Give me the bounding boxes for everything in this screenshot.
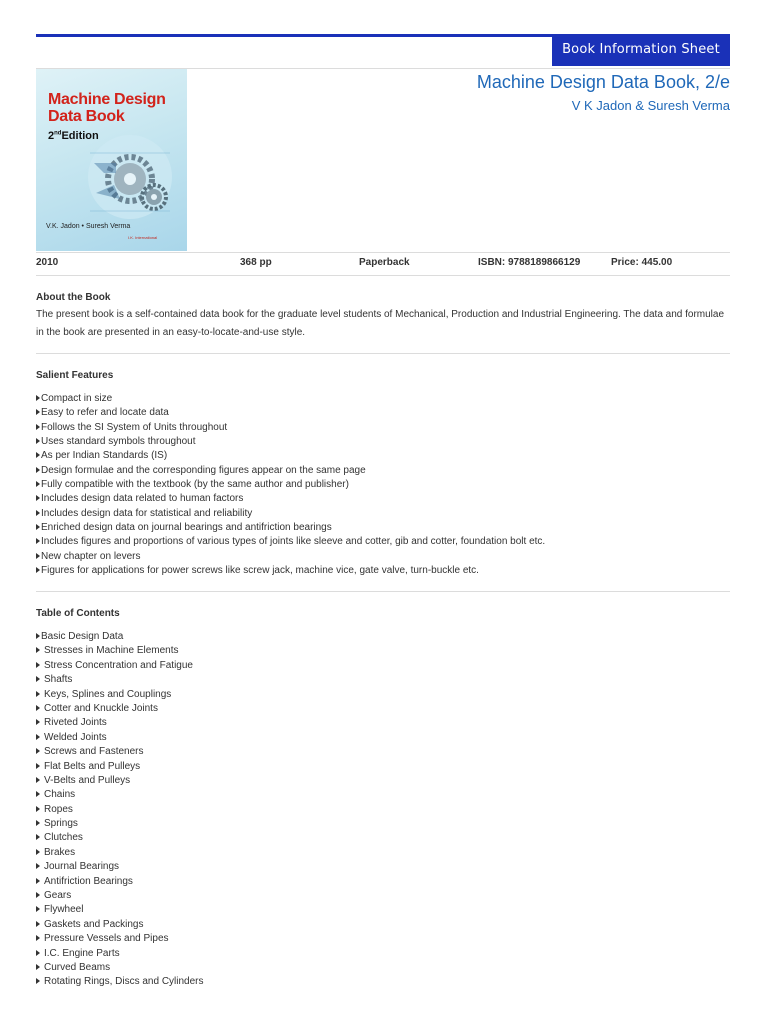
arrow-icon <box>36 734 40 740</box>
list-item: Journal Bearings <box>36 860 204 874</box>
list-item: Antifriction Bearings <box>36 875 204 889</box>
list-item: Springs <box>36 817 204 831</box>
arrow-icon <box>36 538 40 544</box>
arrow-icon <box>36 567 40 573</box>
list-item: Figures for applications for power screws like screw jack, machine vice, gate valve, turn-buckle etc. <box>36 564 545 578</box>
list-item: Uses standard symbols throughout <box>36 435 545 449</box>
cover-publisher-logo: I.K. International <box>128 235 158 240</box>
arrow-icon <box>36 438 40 444</box>
book-title: Machine Design Data Book, 2/e <box>476 72 730 92</box>
list-item: Enriched design data on journal bearings and antifriction bearings <box>36 521 545 535</box>
list-item: Design formulae and the corresponding figures appear on the same page <box>36 464 545 478</box>
list-item: Clutches <box>36 831 204 845</box>
arrow-icon <box>36 906 40 912</box>
arrow-icon <box>36 719 40 725</box>
arrow-icon <box>36 806 40 812</box>
list-item: Basic Design Data <box>36 630 204 644</box>
list-item: Includes design data related to human factors <box>36 492 545 506</box>
arrow-icon <box>36 553 40 559</box>
list-item: Follows the SI System of Units throughout <box>36 421 545 435</box>
arrow-icon <box>36 510 40 516</box>
book-authors: V K Jadon & Suresh Verma <box>571 98 730 113</box>
arrow-icon <box>36 820 40 826</box>
isbn: ISBN: 9788189866129 <box>478 257 581 268</box>
list-item: Gaskets and Packings <box>36 918 204 932</box>
arrow-icon <box>36 964 40 970</box>
arrow-icon <box>36 921 40 927</box>
toc-list <box>36 630 204 990</box>
features-divider <box>36 591 730 592</box>
arrow-icon <box>36 467 40 473</box>
arrow-icon <box>36 777 40 783</box>
arrow-icon <box>36 978 40 984</box>
publication-year: 2010 <box>36 257 59 268</box>
list-item: I.C. Engine Parts <box>36 947 204 961</box>
arrow-icon <box>36 524 40 530</box>
list-item: Welded Joints <box>36 731 204 745</box>
list-item: Flywheel <box>36 903 204 917</box>
list-item: Brakes <box>36 846 204 860</box>
about-text: The present book is a self-contained data book for the graduate level students of Mechanical, Production and Industrial Engineering. The data and formulae in the book are presented in an easy-to-locate-and-use style. <box>36 309 725 338</box>
page-count: 368 pp <box>240 257 272 268</box>
list-item: Stresses in Machine Elements <box>36 644 204 658</box>
list-item: Riveted Joints <box>36 716 204 730</box>
cover-title: Machine Design Data Book <box>48 91 166 125</box>
arrow-icon <box>36 409 40 415</box>
arrow-icon <box>36 748 40 754</box>
list-item: As per Indian Standards (IS) <box>36 449 545 463</box>
binding-type: Paperback <box>359 257 410 268</box>
about-heading: About the Book <box>36 292 111 303</box>
arrow-icon <box>36 705 40 711</box>
list-item: Shafts <box>36 673 204 687</box>
list-item: Fully compatible with the textbook (by the same author and publisher) <box>36 478 545 492</box>
cover-edition: 2ndEdition <box>48 130 99 142</box>
arrow-icon <box>36 481 40 487</box>
list-item: Chains <box>36 788 204 802</box>
arrow-icon <box>36 834 40 840</box>
features-list <box>36 392 545 578</box>
gears-illustration <box>86 133 174 221</box>
book-cover <box>36 69 187 251</box>
list-item: Includes figures and proportions of various types of joints like sleeve and cotter, gib and cotter, foundation bolt etc. <box>36 535 545 549</box>
list-item: Keys, Splines and Couplings <box>36 688 204 702</box>
arrow-icon <box>36 424 40 430</box>
list-item: Cotter and Knuckle Joints <box>36 702 204 716</box>
arrow-icon <box>36 633 40 639</box>
arrow-icon <box>36 691 40 697</box>
list-item: Rotating Rings, Discs and Cylinders <box>36 975 204 989</box>
list-item: Includes design data for statistical and reliability <box>36 507 545 521</box>
list-item: Pressure Vessels and Pipes <box>36 932 204 946</box>
list-item: Screws and Fasteners <box>36 745 204 759</box>
list-item: Easy to refer and locate data <box>36 406 545 420</box>
list-item: Flat Belts and Pulleys <box>36 760 204 774</box>
list-item: Gears <box>36 889 204 903</box>
meta-top-divider <box>36 252 730 253</box>
toc-heading: Table of Contents <box>36 608 120 619</box>
sheet-label: Book Information Sheet <box>552 34 730 66</box>
arrow-icon <box>36 950 40 956</box>
arrow-icon <box>36 863 40 869</box>
arrow-icon <box>36 791 40 797</box>
list-item: Compact in size <box>36 392 545 406</box>
arrow-icon <box>36 849 40 855</box>
arrow-icon <box>36 647 40 653</box>
arrow-icon <box>36 452 40 458</box>
list-item: V-Belts and Pulleys <box>36 774 204 788</box>
features-heading: Salient Features <box>36 370 114 381</box>
arrow-icon <box>36 763 40 769</box>
arrow-icon <box>36 935 40 941</box>
list-item: New chapter on levers <box>36 550 545 564</box>
arrow-icon <box>36 878 40 884</box>
list-item: Stress Concentration and Fatigue <box>36 659 204 673</box>
arrow-icon <box>36 495 40 501</box>
price: Price: 445.00 <box>611 257 673 268</box>
about-divider <box>36 353 730 354</box>
meta-bottom-divider <box>36 275 730 276</box>
list-item: Curved Beams <box>36 961 204 975</box>
list-item: Ropes <box>36 803 204 817</box>
arrow-icon <box>36 662 40 668</box>
arrow-icon <box>36 892 40 898</box>
arrow-icon <box>36 676 40 682</box>
cover-authors: V.K. Jadon • Suresh Verma <box>46 223 131 230</box>
arrow-icon <box>36 395 40 401</box>
